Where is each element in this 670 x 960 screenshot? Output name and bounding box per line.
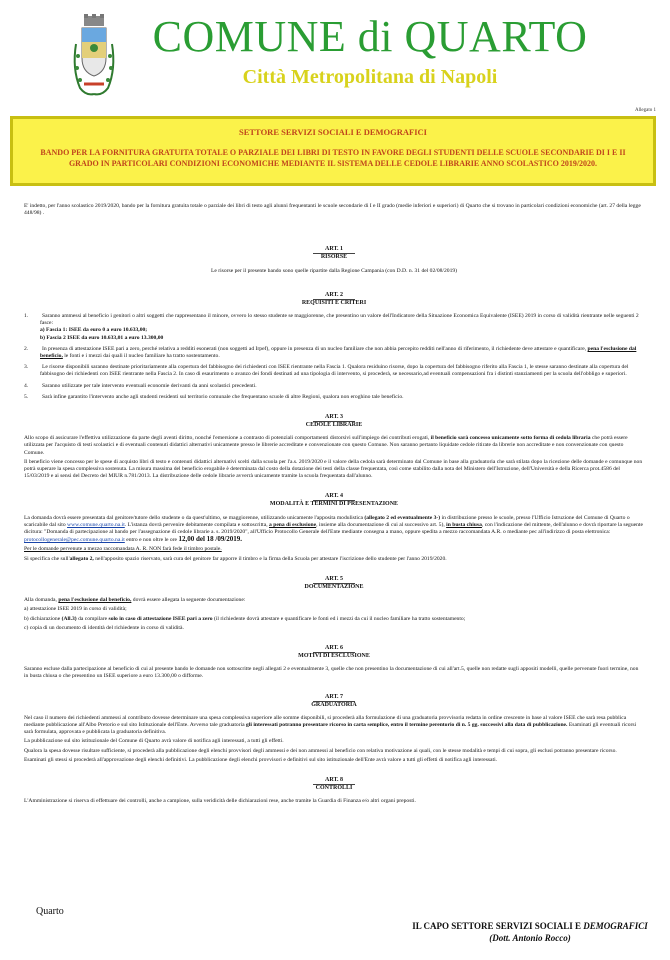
art8-text: L'Amministrazione si riserva di effettuare dei controlli, anche a campione, sulla veridicità delle dichiarazioni rese, anche tramite la Guardia di Finanza e/o altri organi preposti.: [24, 798, 416, 805]
art2-item-3: 3. Le risorse disponibili saranno destinate prioritariamente alla copertura del fabbisogno dei richiedenti con ISEE rientrante nella Fascia 1. Qualora residuino risorse, dopo la copertura del fabbisogno riferito alla Fascia 1, le stesse saranno destinate alla copertura del fabbisogno dei richiedenti con ISEE rientrante nella Fascia 2. In caso di esaurimento o avanzo dei fondi destinati ad una tipologia di intervento, si procederà, se necessario,ad eventuali compensazioni fra i distinti stanziamenti per la scuola dell'obbligo e superiori.: [24, 364, 629, 378]
art3-paragraph-2: Il beneficio viene concesso per le spese di acquisto libri di testo e contenuti didattici alternativi scelti dalla scuola per l'a.s. 2019/2020 e il valore della cedola sarà determinato dal Comune in base alla graduatoria che sarà stilata dopo la ricezione delle domande e comunque non potrà superare la spesa complessiva sostenuta. La misura massima del beneficio erogabile è determinata dal costo della dotazione dei testi della classe frequentata, così come stabilito dalla nota del Ministero dell'Istruzione, dell'Università e della Ricerca prot.4586 del 15/03/2019 e ai sensi del Decreto del MIUR n.781/2013. La distribuzione delle cedole librarie avverrà unicamente tramite la scuola frequentata dall'alunno.: [24, 458, 643, 480]
art3-paragraph-1: Allo scopo di assicurare l'effettiva utilizzazione da parte degli aventi diritto, nonché l'emersione a contrasto di potenziali comportamenti distorsivi sull'impiego dei contributi erogati, il beneficio sarà concesso unicamente sotto forma di cedola libraria che potrà essere utilizzata per l'acquisto di testi scolastici e di eventuali contenuti didattici alternativi unicamente presso le librerie accreditate e convenzionate con questo Comune. Non saranno pertanto liquidate cedole ritirate da librerie non accreditate e non convenzionate con questo Comune.: [24, 435, 628, 456]
signature-name: (Dott. Antonio Rocco): [489, 933, 571, 943]
art1-number: ART. 1: [24, 245, 644, 254]
art1-heading: RISORSE: [320, 254, 348, 261]
art5-number: ART. 5: [24, 575, 644, 584]
intro-paragraph: E' indetto, per l'anno scolastico 2019/2020, bando per la fornitura gratuita totale o parziale dei libri di testo agli alunni frequentanti le scuole secondarie di I e II grado (medie inferiori e superiori) di Quarto che si trovano in particolari condizioni economiche (art. 27 della legge 448/98) .: [24, 203, 641, 217]
deadline: 12,00 del 18 /09/2019.: [178, 535, 243, 544]
art4-paragraph-2: Per le domande pervenute a mezzo raccomandata A. R. NON farà fede il timbro postale.: [24, 546, 222, 553]
art4-number: ART. 4: [24, 492, 644, 501]
art7-paragraph-1: Nel caso il numero dei richiedenti ammessi al contributo dovesse determinare una spesa complessiva superiore alle somme disponibili, si procederà alla formulazione di una graduatoria provvisoria redatta in ordine crescente in base al valore ISEE che sarà resa pubblica mediante pubblicazione all'Albo Pretorio e sul sito Istituzionale dell'Ente. Avverso tale graduatoria gli interessati potranno presentare ricorso in carta semplice, entro il termine perentorio di n. 5 gg. successivi alla data di pubblicazione. Esaminati gli eventuali ricorsi sarà formulata, approvata e pubblicata la graduatoria definitiva.: [24, 714, 637, 736]
art6-heading: MOTIVI DI ESCLUSIONE: [298, 652, 370, 659]
art5-item-c: c) copia di un documento di identità del richiedente in corso di validità.: [24, 624, 184, 631]
coat-of-arms-icon: [70, 14, 118, 98]
art8-heading: CONTROLLI: [315, 784, 353, 791]
settore-title: SETTORE SERVIZI SOCIALI E DEMOGRAFICI: [238, 127, 427, 137]
place-name: Quarto: [36, 906, 64, 917]
art2-item-5: 5. Sarà infine garantito l'intervento anche agli studenti residenti sul territorio comunale che frequentano scuole di altre Regioni, qualora non eroghino tale beneficio.: [24, 393, 404, 400]
signature-block: [410, 920, 650, 944]
art2-number: ART. 2: [24, 291, 644, 300]
art4-paragraph-3: Si specifica che sull'allegato 2, nell'apposito spazio riservato, sarà cura del genitore far apporre il timbro e la firma della Scuola per attestare l'iscrizione dello studente per l'anno 2019/2020.: [24, 555, 447, 562]
municipality-title: COMUNE di QUARTO: [152, 12, 588, 61]
art7-paragraph-3: Qualora la spesa dovesse risultare sufficiente, si procederà alla pubblicazione degli elenchi provvisori degli ammessi e dei non ammessi al beneficio con relativa motivazione ai quali, con le stesse modalità e tempi di cui sopra, gli esclusi potranno presentare ricorso.: [24, 747, 617, 754]
metropolitan-subtitle: Città Metropolitana di Napoli: [242, 66, 498, 88]
art8-number: ART. 8: [24, 776, 644, 785]
attachment-label: Allegato 1: [635, 108, 656, 113]
fascia-1: a) Fascia 1: ISEE da euro 0 a euro 10.633,00;: [40, 327, 148, 334]
pec-email-link[interactable]: protocollogenerale@pec.comune.quarto.na.it: [24, 537, 125, 544]
art2-heading: REQUISITI E CRITERI: [301, 299, 367, 306]
art2-item-2: 2. In presenza di attestazione ISEE pari a zero, perché relativa a redditi esonerati (non soggetti ad Irpef), oppure in presenza di un nucleo familiare che non abbia percepito redditi nell'anno di riferimento, il richiedente deve attestare e quantificare, pena l'esclusione dal beneficio, le fonti e i mezzi dai quali il nucleo familiare ha tratto sostentamento.: [24, 345, 637, 360]
art7-paragraph-4: Esaminati gli stessi si procederà all'approvazione degli elenchi definitivi. La pubblicazione degli elenchi provvisori e definitivi sul sito istituzionale dell'Ente avrà valore a tutti gli effetti di notifica agli interessati.: [24, 756, 498, 763]
art2-item-4: 4. Saranno utilizzate per tale intervento eventuali economie derivanti da anni scolastici precedenti.: [24, 382, 257, 389]
page-header: [0, 0, 670, 100]
bando-title: BANDO PER LA FORNITURA GRATUITA TOTALE O PARZIALE DEI LIBRI DI TESTO IN FAVORE DEGLI STUDENTI DELLE SCUOLE SECONDARIE DI I E II GRADO IN PARTICOLARI CONDIZIONI ECONOMICHE MEDIANTE IL SISTEMA DELLE CEDOLE LIBRARIE ANNO SCOLASTICO 2019/2020.: [40, 148, 626, 168]
art6-number: ART. 6: [24, 644, 644, 653]
document-body: [24, 203, 644, 807]
bando-banner: [10, 116, 656, 186]
art7-paragraph-2: La pubblicazione sul sito istituzionale del Comune di Quarto avrà valore di notifica agli interessati, a tutti gli effetti.: [24, 738, 284, 745]
art2-item-1: 1. Saranno ammessi al beneficio i genitori o altri soggetti che rappresentano il minore, ovvero lo stesso studente se maggiorenne, che presentino un valore dell'Indicatore della Situazione Economica Equivalente (ISEE) 2019 in corso di validità rientrante nelle seguenti 2 fasce: a) Fascia 1: ISEE da euro 0 a euro 10.633,00; b) Fascia 2 ISEE da euro 10.633,01 a euro 13.300,00: [32, 313, 644, 342]
art5-intro: Alla domanda, pena l'esclusione dal beneficio, dovrà essere allegata la seguente documentazione:: [24, 597, 246, 604]
art1-text: Le risorse per il presente bando sono quelle ripartite dalla Regione Campania (con D.D. n. 31 del 02/08/2019): [210, 267, 458, 274]
art4-heading: MODALITÀ E TERMINI DI PRESENTAZIONE: [269, 501, 399, 508]
art3-number: ART. 3: [24, 413, 644, 422]
art7-heading: GRADUATORIA: [311, 701, 357, 708]
art4-paragraph-1: La domanda dovrà essere presentata dal genitore/tutore dello studente o da quest'ultimo, se maggiorenne, utilizzando unicamente l'apposita modulistica (allegato 2 ed eventualmente 3-) in distribuzione presso le scuole, presso l'Ufficio Istruzione del Comune di Quarto o scaricabile dal sito www.comune.quarto.na.it. L'istanza dovrà pervenire debitamente compilata e sottoscritta, a pena di esclusione, insieme alla documentazione di cui al successivo art. 5), in busta chiusa, con l'indicazione del mittente, dell'alunno e dovrà riportare la seguente dicitura: "Domanda di partecipazione al bando per l'assegnazione di cedole librarie a. s. 2019/2020", all'Ufficio Protocollo Generale dell'Ente mediante consegna a mano, oppure spedita a mezzo raccomandata A.R. o mediante pec all'indirizzo di posta elettronica: protocollogenerale@pec.comune.quarto.na.it entro e non oltre le ore 12,00 del 18 /09/2019.: [24, 514, 643, 544]
art5-item-b: b) dichiarazione (All.3) da compilare solo in caso di attestazione ISEE pari a zero (il richiedente dovrà attestare e quantificare le fonti ed i mezzi da cui il nucleo familiare ha tratto sostentamento;: [24, 615, 466, 622]
signature-title: IL CAPO SETTORE SERVIZI SOCIALI E DEMOGRAFICI: [412, 921, 648, 931]
art5-heading: DOCUMENTAZIONE: [304, 583, 364, 590]
fascia-2: b) Fascia 2 ISEE da euro 10.633,01 a euro 13.300,00: [40, 334, 164, 341]
art3-heading: CEDOLE LIBRARIE: [305, 422, 363, 429]
art6-text: Saranno escluse dalla partecipazione al beneficio di cui al presente bando le domande non sottoscritte negli allegati 2 e eventualmente 3, quelle che non presentino la documentazione di cui all'art.5, quelle non redatte sugli appositi modelli, quelle pervenute fuori termine, non in busta chiusa o che presentino un ISEE superiore a euro 13.300,00 o difforme.: [24, 666, 639, 680]
art5-item-a: a) attestazione ISEE 2019 in corso di validità;: [24, 606, 127, 613]
art7-number: ART. 7: [24, 693, 644, 702]
site-link[interactable]: www.comune.quarto.na.it: [67, 521, 125, 528]
